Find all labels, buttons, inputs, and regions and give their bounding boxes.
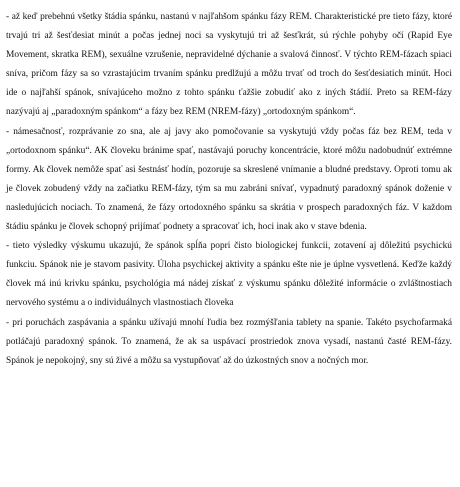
paragraph-sleep-disorders: - pri poruchách zaspávania a spánku užívajú mnohí ľudia bez rozmýšľania tablety na spanie. Takéto psychofarmaká potláčajú paradoxný spánok. To znamená, že ak sa uspávací prostriedok znova vysadí, nastanú časté REM-fázy. Spánok je nepokojný, sny sú živé a môžu sa vystupňovať až do úzkostných snov a nočných mor. — [6, 317, 452, 366]
document-body — [6, 8, 452, 371]
paragraph-rem-phases: - až keď prebehnú všetky štádia spánku, nastanú v najľahšom spánku fázy REM. Charakteristické pre tieto fázy, ktoré trvajú tri až šesťdesiat minút a počas jednej noci sa vyskytujú tri až šesťkrát, sú rýchle pohyby očí (Rapid Eye Movement, skratka REM), sexuálne vzrušenie, nepravidelné dýchanie a svalová činnosť. V týchto REM-fázach spiaci sníva, pričom fázy sa so vzrastajúcim trvaním spánku predlžujú a môžu trvať od troch do šesťdesiatich minút. Hoci ide o najľahší spánok, snívajúceho možno z tohto spánku ťažšie zobudiť ako z iných štádií. Preto sa REM-fázy nazývajú aj „paradoxným spánkom“ a fázy bez REM (NREM-fázy) „ortodoxným spánkom“. — [6, 12, 452, 118]
paragraph-sleepwalking: - námesačnosť, rozprávanie zo sna, ale aj javy ako pomočovanie sa vyskytujú vždy počas fáz bez REM, teda v „ortodoxnom spánku“. AK človeku bránime spať, nastávajú poruchy koncentrácie, ktoré môžu nadobudnúť extrémne formy. Ak človek nemôže spať asi šestnásť hodín, pozoruje sa skreslené vnímanie a bludné predstavy. Oproti tomu ak je človek zobudený vždy na začiatku REM-fázy, tým sa mu zabráni snívať, vypadnutý paradoxný spánok doženie v nasledujúcich nociach. To znamená, že fázy ortodoxného spánku sa skrátia v prospech paradoxných fáz. V každom štádiu spánku je človek schopný prijímať podnety a spracovať ich, hoci inak ako v stave bdenia. — [6, 126, 452, 233]
paragraph-research-results: - tieto výsledky výskumu ukazujú, že spánok spĺňa popri čisto biologickej funkcii, zotavení aj dôležitú psychickú funkciu. Spánok nie je stavom pasivity. Úloha psychickej aktivity a spánku ešte nie je úplne vysvetlená. Keďže každý človek má inú krivku spánku, psychológia má nádej získať z výskumu spánku dôležité informácie o zvláštnostiach nervového systému a o individuálnych vlastnostiach človeka — [6, 241, 452, 309]
